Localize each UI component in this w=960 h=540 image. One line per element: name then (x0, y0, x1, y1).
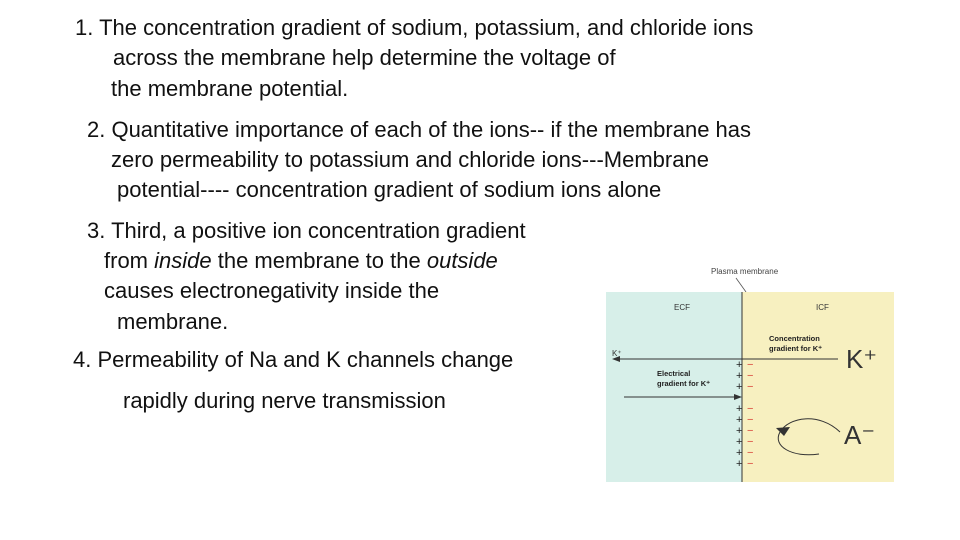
minus-charge-3: − (747, 381, 754, 393)
icf-region (742, 292, 894, 482)
point-4-line-1: 4. Permeability of Na and K channels change (73, 347, 514, 372)
k-ion-label: K⁺ (846, 344, 878, 374)
plus-charge-9: + (736, 458, 743, 470)
membrane-potential-figure (604, 262, 896, 484)
minus-charge-6: − (747, 425, 754, 437)
minus-charge-8: − (747, 447, 754, 459)
plus-charge-2: + (736, 370, 743, 382)
plus-charge-7: + (736, 436, 743, 448)
k-small-label: K⁺ (612, 349, 622, 358)
minus-charge-7: − (747, 436, 754, 448)
plus-charge-6: + (736, 425, 743, 437)
electrical-gradient-label-line-1: Electrical (657, 369, 691, 378)
point-1-line-1: 1. The concentration gradient of sodium, potassium, and chloride ions (75, 15, 754, 40)
point-3-em-outside: outside (426, 248, 498, 273)
minus-charge-4: − (747, 403, 754, 415)
plasma-membrane-label: Plasma membrane (711, 267, 779, 276)
point-3-line-2-mid: the membrane to the (211, 248, 427, 273)
electrical-gradient-label-line-2: gradient for K⁺ (657, 379, 711, 388)
point-1-line-3: the membrane potential. (111, 76, 349, 101)
negative-charges (747, 359, 753, 470)
point-3-line-4: membrane. (117, 309, 229, 334)
minus-charge-9: − (747, 458, 754, 470)
minus-charge-1: − (747, 359, 754, 371)
point-4-line-2: rapidly during nerve transmission (123, 388, 446, 413)
icf-label: ICF (816, 303, 829, 312)
point-1-line-2: across the membrane help determine the voltage of (113, 45, 616, 70)
point-3-em-inside: inside (154, 248, 212, 273)
point-3-line-2-pre: from (104, 248, 155, 273)
point-3-line-2 (104, 247, 498, 275)
plus-charge-5: + (736, 414, 743, 426)
plus-charge-1: + (736, 359, 743, 371)
concentration-gradient-label-line-1: Concentration (769, 334, 820, 343)
concentration-gradient-label-line-2: gradient for K⁺ (769, 344, 823, 353)
point-3-line-1: 3. Third, a positive ion concentration gradient (87, 218, 526, 243)
positive-charges (736, 359, 742, 470)
plasma-membrane-pointer (736, 278, 746, 292)
minus-charge-5: − (747, 414, 754, 426)
plus-charge-8: + (736, 447, 743, 459)
point-2-line-1: 2. Quantitative importance of each of the ions-- if the membrane has (87, 117, 752, 142)
plus-charge-3: + (736, 381, 743, 393)
point-2-line-3: potential---- concentration gradient of sodium ions alone (117, 177, 662, 202)
ecf-label: ECF (674, 303, 690, 312)
anion-label: A⁻ (844, 420, 876, 450)
plus-charge-4: + (736, 403, 743, 415)
point-3-line-3: causes electronegativity inside the (104, 278, 440, 303)
minus-charge-2: − (747, 370, 754, 382)
point-2-line-2: zero permeability to potassium and chloride ions---Membrane (111, 147, 709, 172)
